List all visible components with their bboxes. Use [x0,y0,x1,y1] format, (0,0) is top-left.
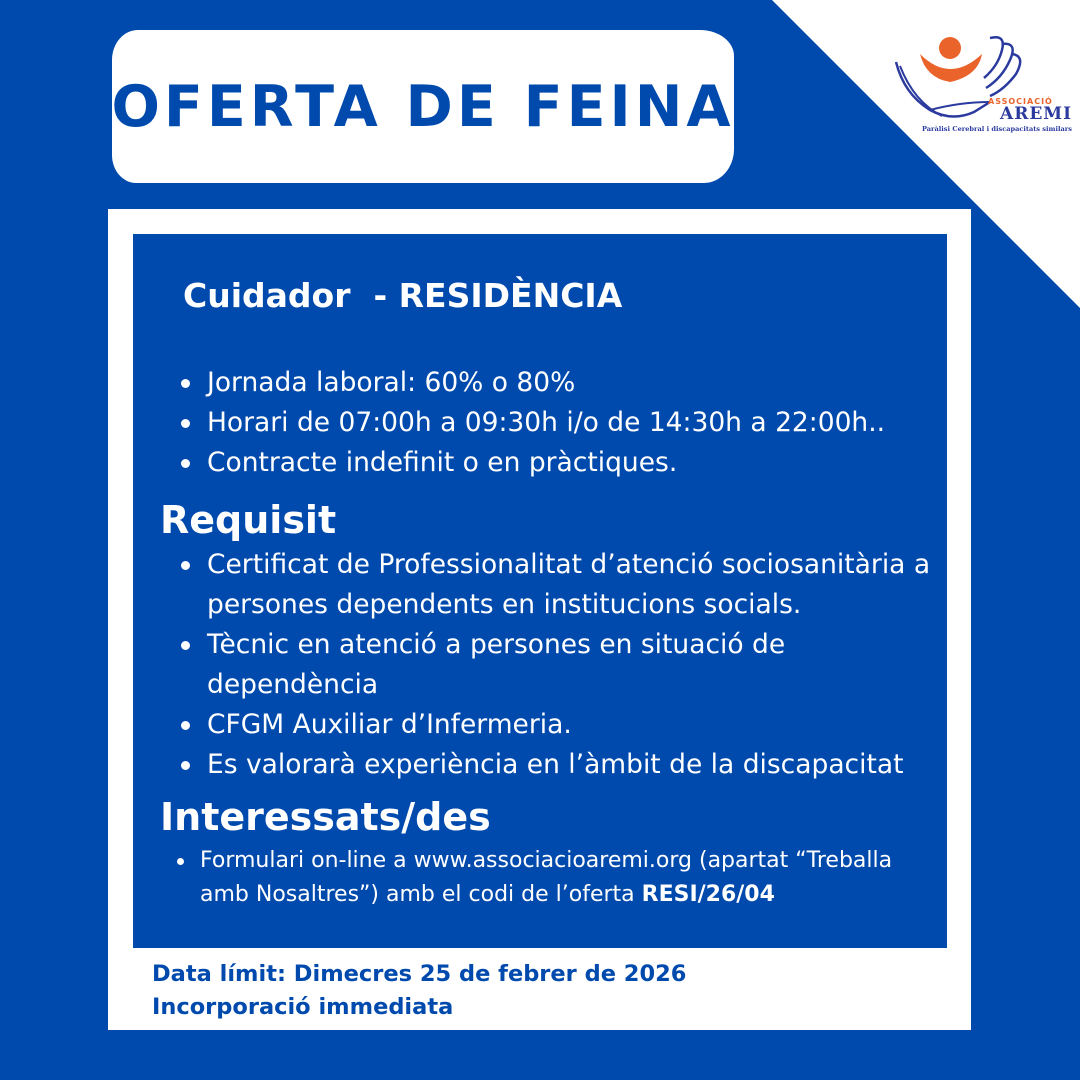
logo-name: AREMI [1000,104,1073,124]
offer-code: RESI/26/04 [641,882,775,907]
requirements-heading: Requisit [160,498,337,542]
interested-heading: Interessats/des [160,795,491,839]
requirements-list [133,545,933,785]
logo-tagline: Paràlisi Cerebral i discapacitats similars [922,125,1072,133]
list-item: Es valorarà experiència en l’àmbit de la discapacitat [133,745,933,785]
start-text: Incorporació immediata [152,994,454,1020]
list-item: Horari de 07:00h a 09:30h i/o de 14:30h a 22:00h.. [133,403,933,443]
job-title: Cuidador - RESIDÈNCIA [183,276,623,315]
deadline-text: Data límit: Dimecres 25 de febrer de 2026 [152,961,687,987]
offer-details-panel [133,234,947,948]
list-item [133,844,923,912]
title-banner [112,30,734,183]
list-item: CFGM Auxiliar d’Infermeria. [133,705,933,745]
list-item: Jornada laboral: 60% o 80% [133,363,933,403]
footer-info [152,958,686,1024]
list-item: Tècnic en atenció a persones en situació de dependència [133,625,933,705]
page-title: OFERTA DE FEINA [111,73,735,140]
conditions-list [133,363,933,483]
apply-instructions: Formulari on-line a www.associacioaremi.org (apartat “Treballa amb Nosaltres”) amb el codi de l’oferta [200,848,893,907]
logo-association-label: ASSOCIACIÓ [988,97,1053,106]
list-item: Contracte indefinit o en pràctiques. [133,443,933,483]
list-item: Certificat de Professionalitat d’atenció sociosanitària a persones dependents en institucions socials. [133,545,933,625]
apply-list [133,844,923,912]
